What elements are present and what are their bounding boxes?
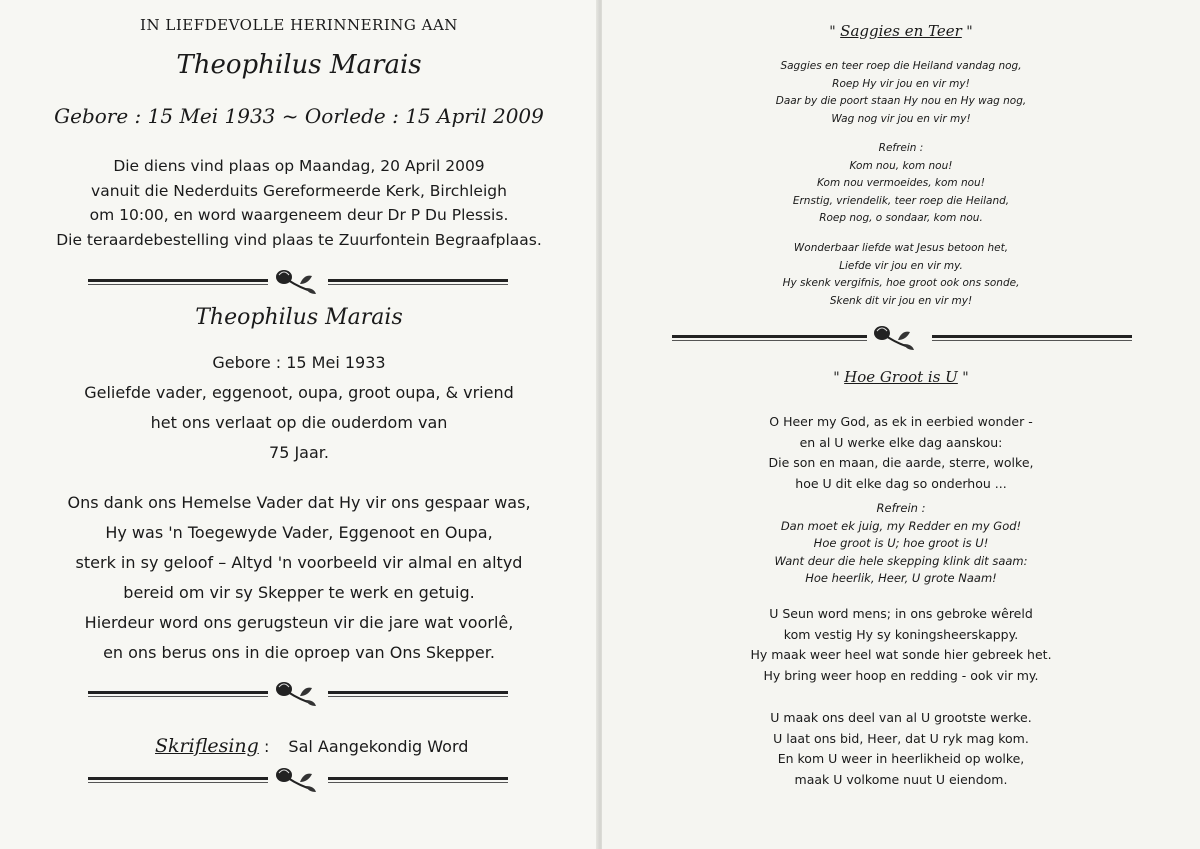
- verse-line: Hy maak weer heel wat sonde hier gebreek het.: [750, 647, 1052, 662]
- verse-line: Wag nog vir jou en vir my!: [831, 112, 971, 125]
- hymn1-title-text: Saggies en Teer: [840, 22, 962, 40]
- scripture-reading: [155, 735, 468, 757]
- hymn1-refrain: [602, 140, 1200, 228]
- tribute: [0, 488, 598, 668]
- verse-line: Hy skenk vergifnis, hoe groot ook ons sonde,: [782, 277, 1020, 289]
- hymn2-title: " Hoe Groot is U ": [833, 368, 969, 386]
- rose-divider: [88, 678, 508, 706]
- hymn1-verse1: [602, 58, 1200, 128]
- left-page: [0, 0, 598, 849]
- verse-line: maak U volkome nuut U eiendom.: [794, 771, 1008, 787]
- life-dates: Gebore : 15 Mei 1933 ~ Oorlede : 15 April 2009: [54, 104, 544, 128]
- deceased-name: Theophilus Marais: [176, 50, 422, 80]
- rose-icon: [270, 764, 330, 794]
- verse-line: Ernstig, vriendelik, teer roep die Heiland,: [792, 194, 1010, 207]
- hymn2-verse2: [602, 604, 1200, 686]
- tribute-line: Hierdeur word ons gerugsteun vir die jare wat voorlê,: [84, 613, 514, 632]
- verse-line: Daar by die poort staan Hy nou en Hy wag nog,: [775, 95, 1027, 107]
- tribute-line: Hy was 'n Toegewyde Vader, Eggenoot en Oupa,: [105, 523, 493, 542]
- verse-line: Liefde vir jou en vir my.: [839, 259, 963, 272]
- refrain-label: Refrein :: [878, 142, 924, 154]
- refrain-label: Refrein :: [876, 501, 926, 515]
- bio: [0, 348, 598, 468]
- service-line: Die diens vind plaas op Maandag, 20 April 2009: [113, 157, 485, 175]
- service-details: [0, 154, 598, 252]
- verse-line: Kom nou vermoeides, kom nou!: [817, 177, 985, 189]
- verse-line: Wonderbaar liefde wat Jesus betoon het,: [793, 242, 1009, 254]
- hymn1-verse2: [602, 240, 1200, 310]
- verse-line: U maak ons deel van al U grootste werke.: [770, 710, 1032, 725]
- verse-line: Roep nog, o sondaar, kom nou.: [819, 212, 983, 224]
- bio-line: Gebore : 15 Mei 1933: [212, 353, 386, 372]
- verse-line: Kom nou, kom nou!: [849, 159, 953, 172]
- rose-icon: [270, 678, 330, 708]
- rose-icon: [868, 322, 928, 352]
- verse-line: O Heer my God, as ek in eerbied wonder -: [769, 414, 1033, 429]
- scripture-value: Sal Aangekondig Word: [288, 737, 469, 756]
- verse-line: Hy bring weer hoop en redding - ook vir my.: [763, 667, 1039, 683]
- service-line: vanuit die Nederduits Gereformeerde Kerk, Birchleigh: [91, 181, 507, 200]
- rose-divider: [88, 764, 508, 792]
- deceased-name-secondary: Theophilus Marais: [195, 305, 403, 330]
- verse-line: U laat ons bid, Heer, dat U ryk mag kom.: [773, 730, 1029, 746]
- verse-line: Saggies en teer roep die Heiland vandag nog,: [780, 60, 1022, 72]
- hymn2-verse1: [602, 412, 1200, 494]
- tribute-line: sterk in sy geloof – Altyd 'n voorbeeld vir almal en altyd: [75, 553, 523, 572]
- verse-line: Dan moet ek juig, my Redder en my God!: [780, 518, 1022, 533]
- scripture-label: Skriflesing: [155, 735, 259, 757]
- rose-divider: [672, 322, 1132, 350]
- in-memory-heading: IN LIEFDEVOLLE HERINNERING AAN: [140, 16, 458, 34]
- service-line: Die teraardebestelling vind plaas te Zuurfontein Begraafplaas.: [56, 230, 542, 249]
- hymn2-verse3: [602, 708, 1200, 790]
- hymn2-refrain: [602, 500, 1200, 588]
- verse-line: en al U werke elke dag aanskou:: [799, 434, 1003, 450]
- bio-line: Geliefde vader, eggenoot, oupa, groot oupa, & vriend: [84, 383, 514, 402]
- tribute-line: bereid om vir sy Skepper te werk en getuig.: [123, 583, 475, 602]
- verse-line: Skenk dit vir jou en vir my!: [829, 294, 973, 307]
- hymn2-title-text: Hoe Groot is U: [844, 368, 958, 386]
- rose-divider: [88, 266, 508, 294]
- rose-icon: [270, 266, 330, 296]
- hymn1-title: " Saggies en Teer ": [829, 22, 973, 40]
- verse-line: Want deur die hele skepping klink dit saam:: [774, 553, 1028, 568]
- service-line: om 10:00, en word waargeneem deur Dr P Du Plessis.: [89, 206, 509, 224]
- right-page: [602, 0, 1200, 849]
- verse-line: Roep Hy vir jou en vir my!: [832, 77, 970, 90]
- verse-line: Hoe heerlik, Heer, U grote Naam!: [805, 571, 997, 585]
- verse-line: Hoe groot is U; hoe groot is U!: [813, 536, 989, 550]
- verse-line: hoe U dit elke dag so onderhou ...: [795, 475, 1007, 491]
- verse-line: Die son en maan, die aarde, sterre, wolke,: [768, 455, 1034, 470]
- verse-line: En kom U weer in heerlikheid op wolke,: [777, 751, 1025, 766]
- bio-line: het ons verlaat op die ouderdom van: [150, 413, 448, 432]
- verse-line: U Seun word mens; in ons gebroke wêreld: [769, 606, 1033, 621]
- tribute-line: Ons dank ons Hemelse Vader dat Hy vir ons gespaar was,: [67, 493, 531, 512]
- scripture-separator: :: [263, 737, 270, 756]
- verse-line: kom vestig Hy sy koningsheerskappy.: [783, 626, 1019, 642]
- tribute-line: en ons berus ons in die oproep van Ons Skepper.: [103, 643, 495, 662]
- bio-line: 75 Jaar.: [269, 443, 329, 462]
